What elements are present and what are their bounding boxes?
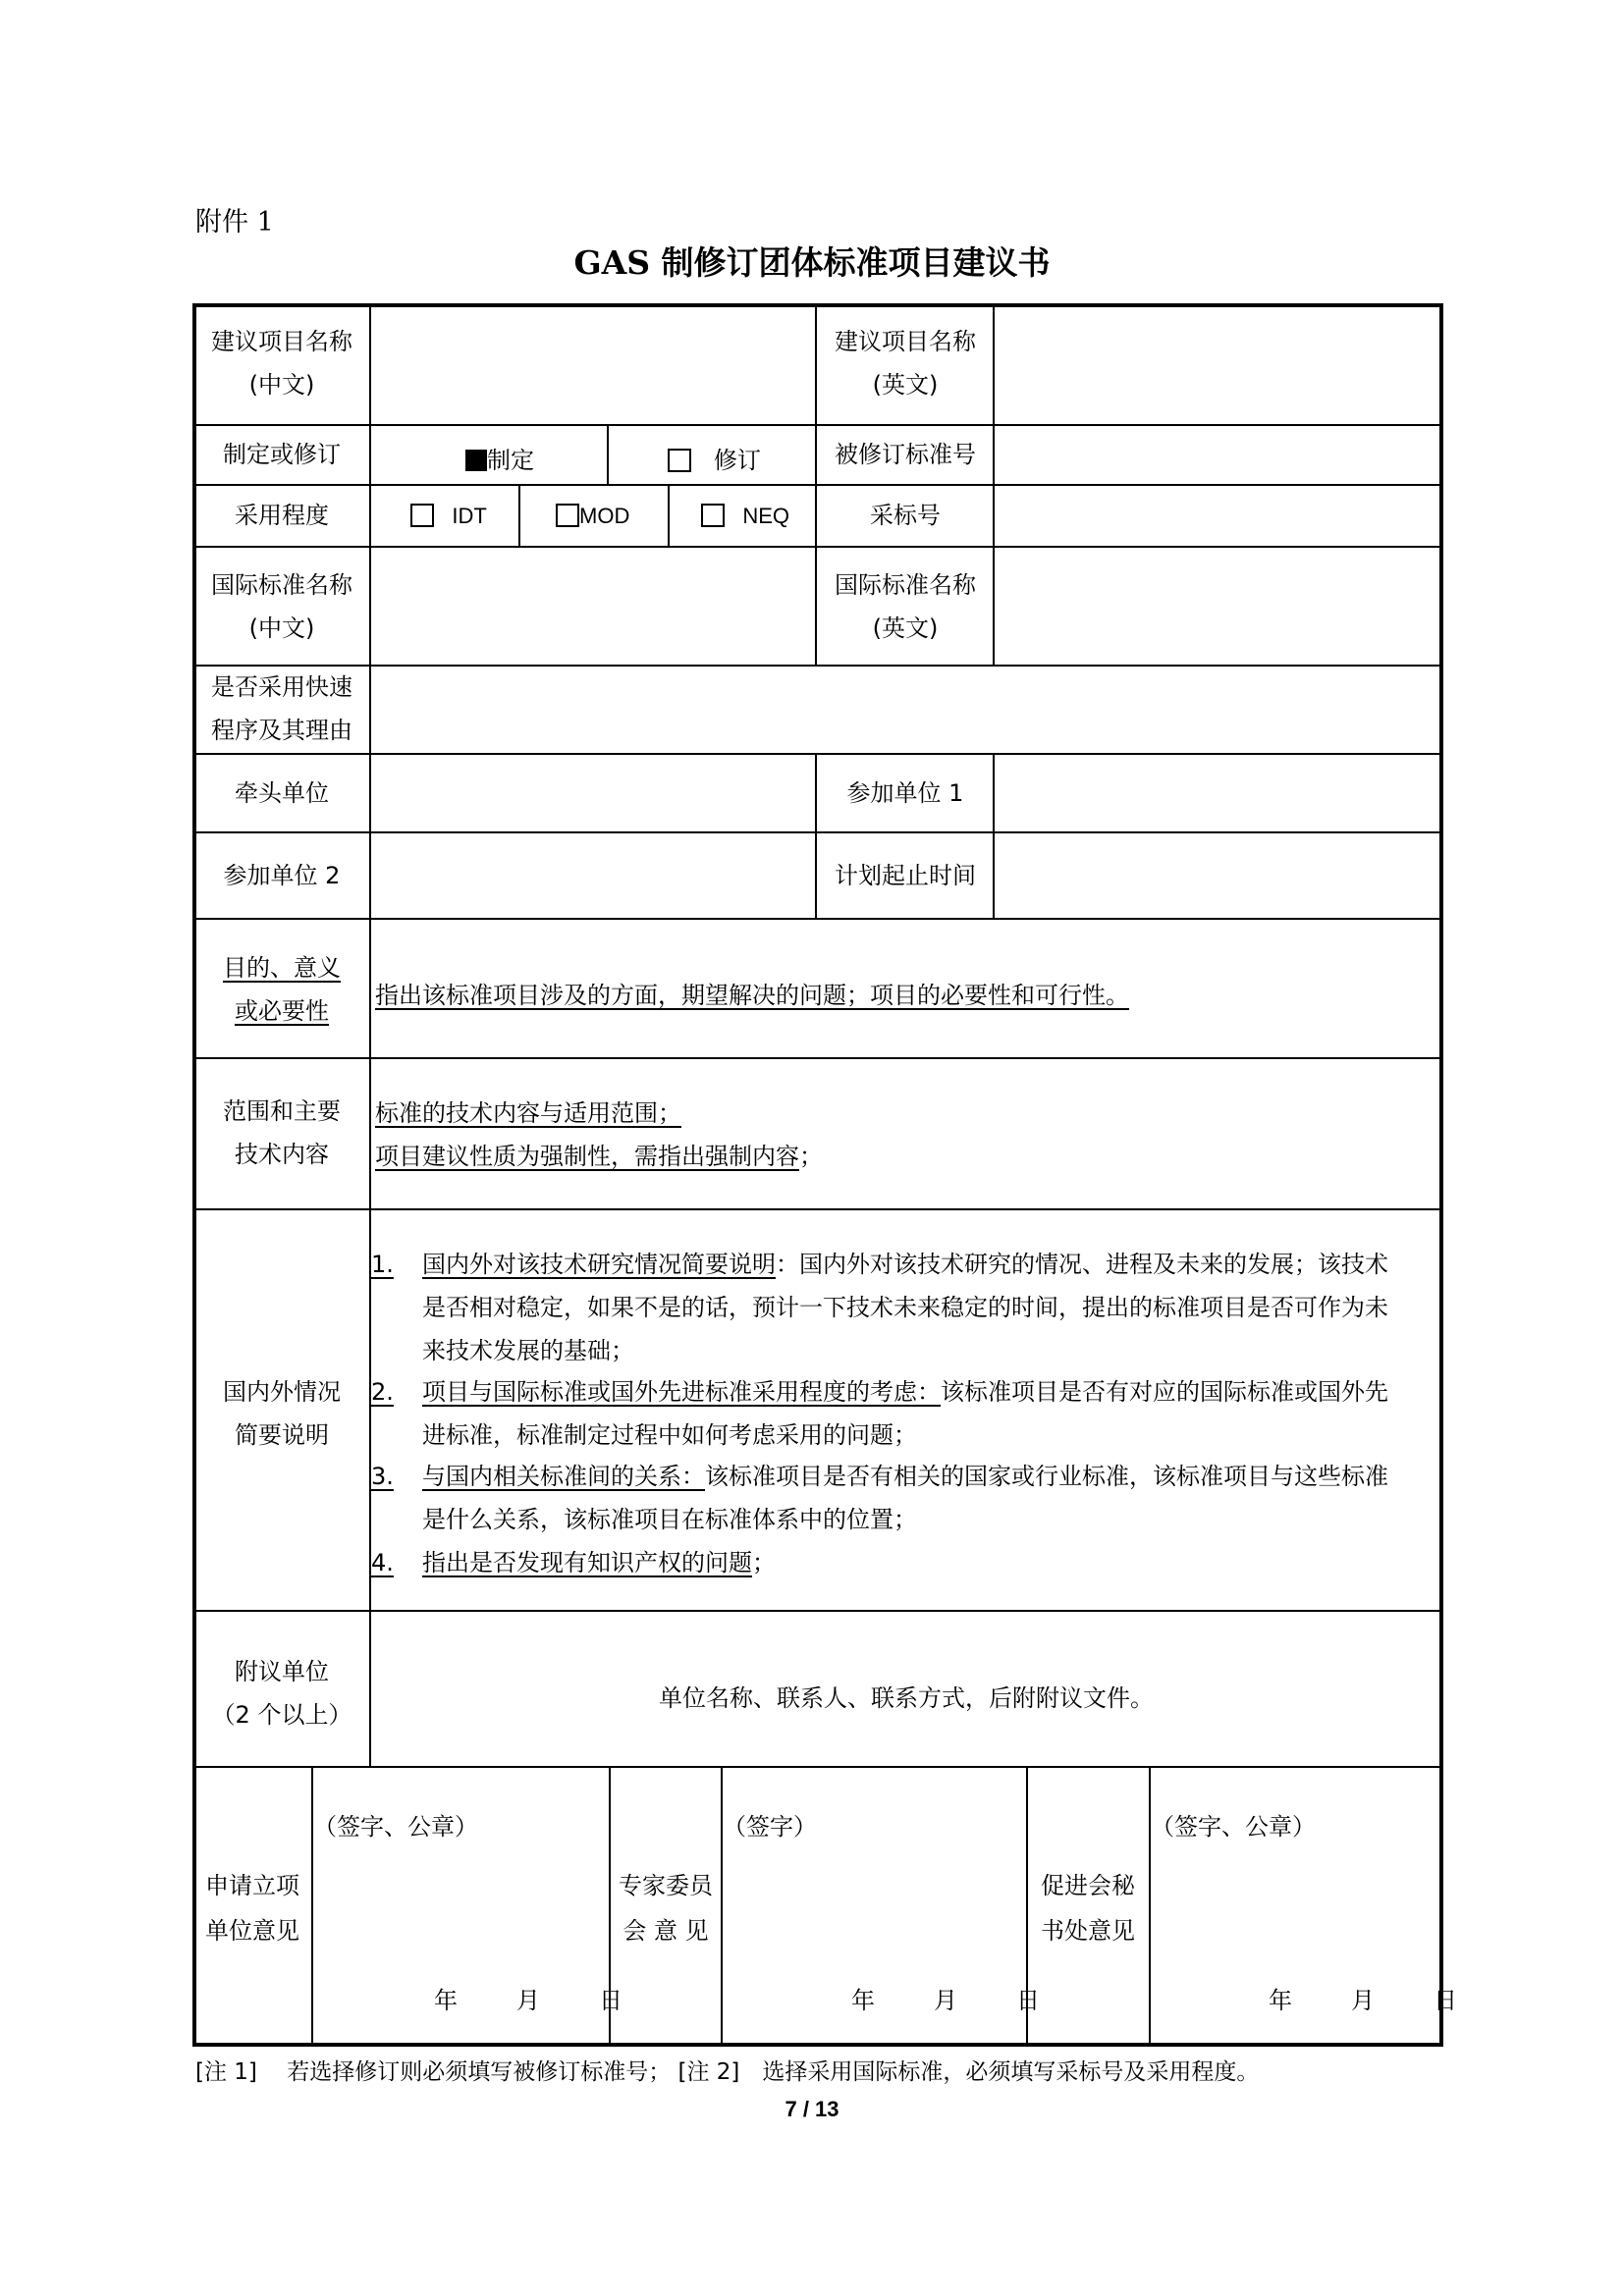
checkbox-icon [668, 449, 691, 472]
secretariat-signature[interactable]: （签字、公章） [1151, 1813, 1316, 1841]
checkbox-icon [410, 504, 434, 527]
checked-box-icon [465, 450, 487, 471]
applicant-date[interactable]: 年 月 日 [434, 1987, 623, 2014]
page-number: 7 / 13 [785, 2097, 839, 2121]
adopted-std-no-label: 采标号 [870, 502, 941, 529]
option-neq[interactable]: NEQ [701, 504, 789, 529]
project-name-en-field[interactable] [995, 304, 1441, 424]
project-name-cn-field[interactable] [371, 304, 815, 424]
expert-committee-date[interactable]: 年 月 日 [851, 1987, 1040, 2014]
purpose-text[interactable]: 指出该标准项目涉及的方面，期望解决的问题；项目的必要性和可行性。 [375, 982, 1129, 1009]
checkbox-icon [701, 504, 725, 527]
schedule-label: 计划起止时间 [835, 862, 976, 889]
option-idt[interactable]: IDT [410, 504, 487, 529]
option-make[interactable]: 制定 [465, 441, 534, 475]
intl-std-name-cn-field[interactable] [371, 548, 815, 665]
intl-std-name-cn-label: 国际标准名称 (中文) [211, 571, 352, 642]
fast-track-label: 是否采用快速 程序及其理由 [211, 673, 352, 744]
page-title: GAS 制修订团体标准项目建议书 [573, 243, 1051, 282]
footnote: [注 1] 若选择修订则必须填写被修订标准号； [注 2] 选择采用国际标准，必须填写采标号及采用程度。 [195, 2059, 1260, 2085]
adopted-std-no-field[interactable] [995, 486, 1441, 546]
expert-committee-signature[interactable]: （签字） [723, 1813, 817, 1841]
secretariat-date[interactable]: 年 月 日 [1269, 1987, 1457, 2014]
applicant-opinion-label: 申请立项 单位意见 [205, 1872, 299, 1945]
document-page: 附件 1 GAS 制修订团体标准项目建议书 建议项目名称 (中文) 建议项目名称 (英文) 制定或修订 制定 修订 被修订标准号 采用程度 IDT MOD NEQ 采标号 国际标准名称 (中文) 国际标准名称 (英文) 是否采用快速 程序及其理由 牵头单位 参加单位 1 参加单位 2 计划起止时间 目的、意义 或必要性 指出该标准项目涉及的方面，期望解决的问题；项目的必要性和可行性。 范围和主要 技术内容 标准的技术内容与适用范围； 项目建议性质为强制性，需指出强制内容； 国内外情况 简要说明 1. 国内外对该技术研究情况简要说明：国内外对该技术研究的情况、进程及未来的发展；该技术 是否相对稳定，如果不是的话，预计一下技术未来稳定的时间，提出的标准项目是否可作为未 来技术发展的基础； 2. 项目与国际标准或国外先进标准采用程度的考虑：该标准项目是否有对应的国际标准或国外先 进标准，标准制定过程中如何考虑采用的问题； 3. 与国内相关标准间的关系：该标准项目是否有相关的国家或行业标准，该标准项目与这些标准 是什么关系，该标准项目在标准体系中的位置； 4. 指出是否发现有知识产权的问题； 附议单位 （2 个以上） 单位名称、联系人、联系方式，后附附议文件。 申请立项 单位意见 （签字、公章） 年 月 日 专家委员 会 意 见 （签字） 年 月 日 促进会秘 书处意见 （签字、公章） 年 月 日 [注 1] 若选择修订则必须填写被修订标准号； [注 2] 选择采用国际标准，必须填写采标号及采用程度。 7 / 13 [0, 0, 1624, 2296]
participant-1-label: 参加单位 1 [846, 779, 964, 807]
project-name-en-label: 建议项目名称 (英文) [835, 328, 976, 399]
purpose-label: 目的、意义 或必要性 [223, 954, 341, 1025]
intl-std-name-en-label: 国际标准名称 (英文) [835, 571, 976, 642]
attachment-label: 附件 1 [195, 207, 274, 238]
expert-committee-opinion-label: 专家委员 会 意 见 [619, 1872, 713, 1945]
status-label: 国内外情况 简要说明 [223, 1378, 341, 1449]
adoption-level-label: 采用程度 [235, 502, 329, 529]
fast-track-field[interactable] [371, 667, 1441, 753]
option-revise[interactable]: 修订 [668, 441, 761, 475]
intl-std-name-en-field[interactable] [995, 548, 1441, 665]
revised-std-no-field[interactable] [995, 426, 1441, 484]
revised-std-no-label: 被修订标准号 [835, 441, 976, 468]
participant-1-field[interactable] [995, 755, 1441, 831]
cosign-units-label: 附议单位 （2 个以上） [211, 1658, 352, 1729]
secretariat-opinion-label: 促进会秘 书处意见 [1041, 1872, 1135, 1945]
lead-unit-field[interactable] [371, 755, 815, 831]
scope-text[interactable]: 标准的技术内容与适用范围； 项目建议性质为强制性，需指出强制内容； [375, 1099, 823, 1170]
scope-label: 范围和主要 技术内容 [223, 1097, 341, 1168]
lead-unit-label: 牵头单位 [235, 779, 329, 807]
option-mod[interactable]: MOD [556, 504, 629, 529]
checkbox-icon [556, 504, 579, 527]
make-or-revise-label: 制定或修订 [223, 441, 341, 468]
project-name-cn-label: 建议项目名称 (中文) [211, 328, 352, 399]
participant-2-label: 参加单位 2 [223, 862, 341, 889]
participant-2-field[interactable] [371, 833, 815, 918]
applicant-signature[interactable]: （签字、公章） [313, 1813, 478, 1841]
cosign-units-text[interactable]: 单位名称、联系人、联系方式，后附附议文件。 [659, 1684, 1154, 1712]
schedule-field[interactable] [995, 833, 1441, 918]
